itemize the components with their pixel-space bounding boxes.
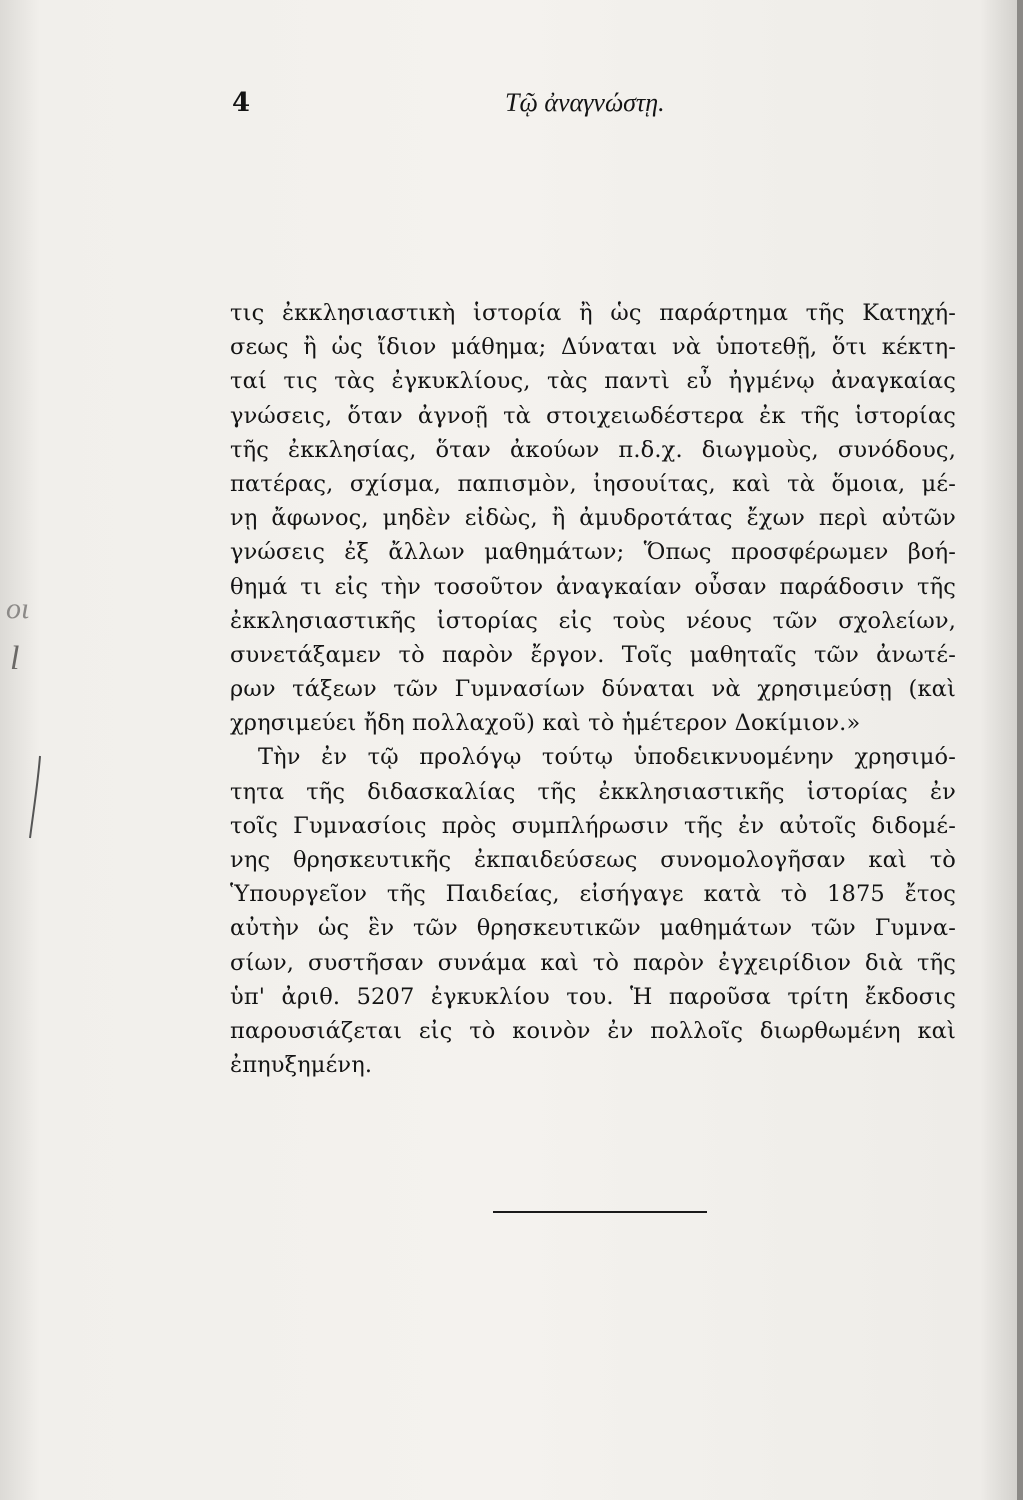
margin-note-1: οι bbox=[6, 592, 30, 625]
page-edge-shadow bbox=[1017, 0, 1023, 1500]
text-line: χρησιμεύει ἤδη πολλαχοῦ) καὶ τὸ ἡμέτερον Δοκίμιον.» bbox=[230, 710, 861, 737]
page-header bbox=[0, 88, 1023, 128]
page-number: 4 bbox=[232, 88, 251, 118]
text-line: πατέρας, σχίσμα, παπισμὸν, ἰησουίτας, καὶ τὰ ὅμοια, μέ- bbox=[230, 470, 956, 497]
text-line: νῃ ἄφωνος, μηδὲν εἰδὼς, ἢ ἀμυδροτάτας ἔχων περὶ αὐτῶν bbox=[230, 505, 956, 532]
running-title: Τῷ ἀναγνώστῃ. bbox=[505, 88, 665, 117]
text-line: ἐπηυξημένη. bbox=[230, 1052, 373, 1079]
text-line: γνώσεις ἐξ ἄλλων μαθημάτων; Ὅπως προσφέρωμεν βοή- bbox=[230, 539, 956, 566]
text-line: τῆς ἐκκλησίας, ὅταν ἀκούων π.δ.χ. διωγμοὺς, συνόδους, bbox=[230, 436, 956, 463]
text-line: ὑπ' ἀριθ. 5207 ἐγκυκλίου του. Ἡ παροῦσα τρίτη ἔκδοσις bbox=[230, 983, 956, 1010]
text-line: ἐκκλησιαστικῆς ἱστορίας εἰς τοὺς νέους τῶν σχολείων, bbox=[230, 607, 956, 634]
text-line: τις ἐκκλησιαστικὴ ἱστορία ἢ ὡς παράρτημα τῆς Κατηχή- bbox=[230, 300, 956, 326]
text-line: σίων, συστῆσαν συνάμα καὶ τὸ παρὸν ἐγχειρίδιον διὰ τῆς bbox=[230, 949, 956, 976]
margin-pen-stroke bbox=[18, 752, 58, 842]
body-text bbox=[230, 296, 956, 1082]
text-line: συνετάξαμεν τὸ παρὸν ἔργον. Τοῖς μαθηταῖς τῶν ἀνωτέ- bbox=[230, 641, 956, 668]
text-line: ρων τάξεων τῶν Γυμνασίων δύναται νὰ χρησιμεύσῃ (καὶ bbox=[230, 676, 956, 703]
margin-note-2: l bbox=[10, 640, 20, 677]
text-line: αὐτὴν ὡς ἓν τῶν θρησκευτικῶν μαθημάτων τῶν Γυμνα- bbox=[230, 915, 956, 942]
section-divider bbox=[493, 1211, 707, 1213]
text-line: Ὑπουργεῖον τῆς Παιδείας, εἰσήγαγε κατὰ τὸ 1875 ἔτος bbox=[230, 881, 956, 908]
text-line: νης θρησκευτικῆς ἐκπαιδεύσεως συνομολογῆσαν καὶ τὸ bbox=[230, 847, 956, 873]
text-line: παρουσιάζεται εἰς τὸ κοινὸν ἐν πολλοῖς διωρθωμένη καὶ bbox=[230, 1017, 956, 1044]
text-line: γνώσεις, ὅταν ἀγνοῇ τὰ στοιχειωδέστερα ἐκ τῆς ἱστορίας bbox=[230, 402, 956, 429]
text-line: τοῖς Γυμνασίοις πρὸς συμπλήρωσιν τῆς ἐν αὐτοῖς διδομέ- bbox=[230, 812, 956, 839]
text-line: τητα τῆς διδασκαλίας τῆς ἐκκλησιαστικῆς ἱστορίας ἐν bbox=[230, 778, 956, 805]
text-line: ταί τις τὰς ἐγκυκλίους, τὰς παντὶ εὖ ἠγμένῳ ἀναγκαίας bbox=[230, 368, 956, 395]
text-line: θημά τι εἰς τὴν τοσοῦτον ἀναγκαίαν οὖσαν παράδοσιν τῆς bbox=[230, 573, 956, 600]
text-line: σεως ἢ ὡς ἴδιον μάθημα; Δύναται νὰ ὑποτεθῇ, ὅτι κέκτη- bbox=[230, 334, 956, 361]
text-line: Τὴν ἐν τῷ προλόγῳ τούτῳ ὑποδεικνυομένην χρησιμό- bbox=[258, 744, 956, 771]
